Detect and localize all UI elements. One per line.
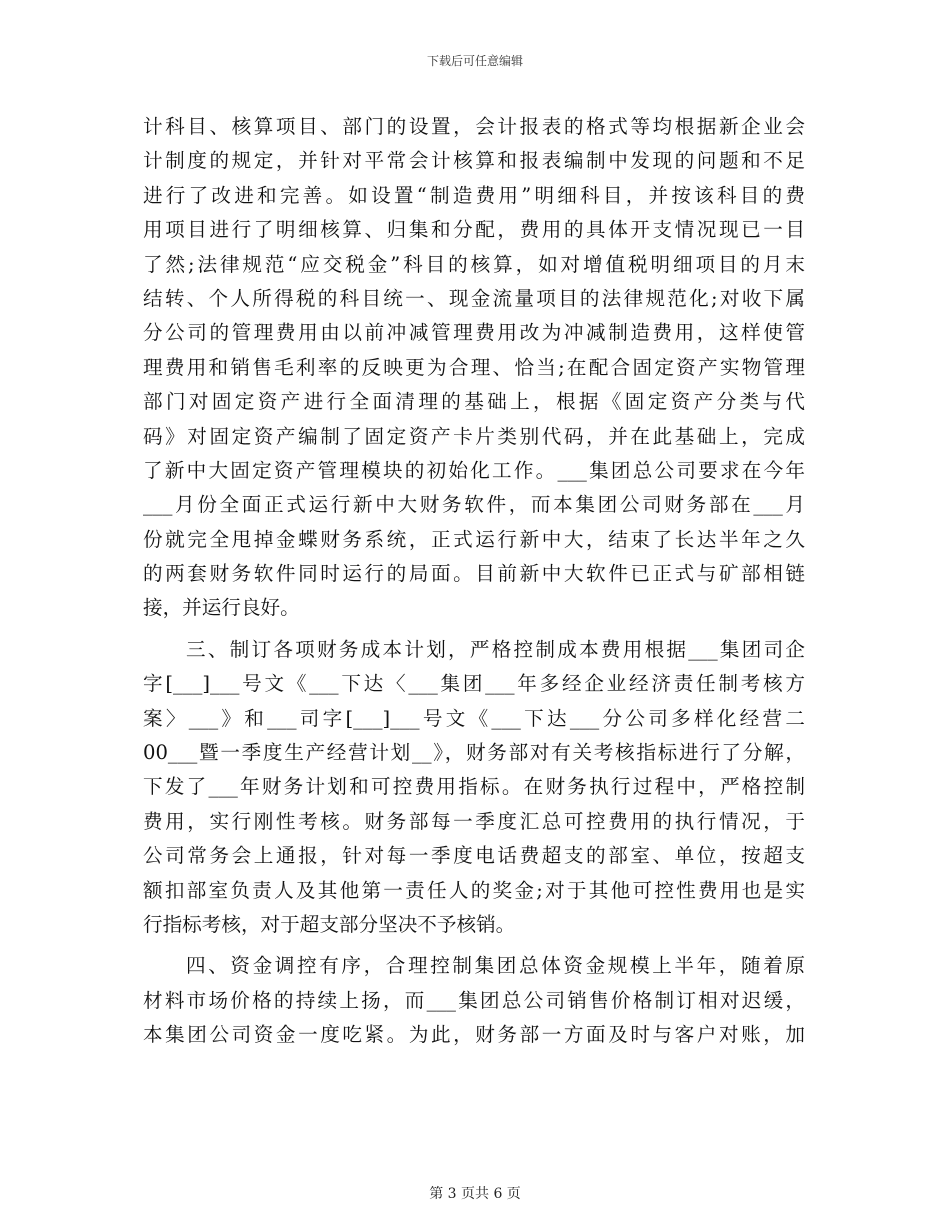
text-line: ___月份全面正式运行新中大财务软件，而本集团公司财务部在___月 xyxy=(143,493,805,517)
text-line: 理费用和销售毛利率的反映更为合理、恰当;在配合固定资产实物管理 xyxy=(143,355,805,379)
text-line: 了然;法律规范“应交税金”科目的核算，如对增值税明细项目的月末 xyxy=(143,252,805,276)
text-line: 字[___]___号文《___下达〈___集团___年多经企业经济责任制考核方 xyxy=(143,672,805,696)
text-line: 码》对固定资产编制了固定资产卡片类别代码，并在此基础上，完成 xyxy=(143,424,805,448)
text-line: 部门对固定资产进行全面清理的基础上，根据《固定资产分类与代 xyxy=(143,390,805,414)
text-line: 计科目、核算项目、部门的设置，会计报表的格式等均根据新企业会 xyxy=(143,115,805,138)
text-line: 结转、个人所得税的科目统一、现金流量项目的法律规范化;对收下属 xyxy=(143,286,805,310)
text-line: 份就完全甩掉金蝶财务系统，正式运行新中大，结束了长达半年之久 xyxy=(143,527,805,551)
page-footer: 第 3 页共 6 页 xyxy=(429,1186,521,1202)
text-line: 案〉___》和___司字[___]___号文《___下达___分公司多样化经营二 xyxy=(143,706,805,730)
text-line: 材料市场价格的持续上扬，而___集团总公司销售价格制订相对迟缓， xyxy=(143,988,805,1012)
text-line: 进行了改进和完善。如设置“制造费用”明细科目，并按该科目的费 xyxy=(143,183,805,207)
text-line: 费用，实行刚性考核。财务部每一季度汇总可控费用的执行情况，于 xyxy=(143,809,805,833)
document-body xyxy=(143,110,805,1053)
page-header: 下载后可任意编辑 xyxy=(426,54,523,68)
text-line: 00___暨一季度生产经营计划__》，财务部对有关考核指标进行了分解， xyxy=(143,741,805,765)
text-line: 计制度的规定，并针对平常会计核算和报表编制中发现的问题和不足 xyxy=(143,149,805,173)
text-line: 分公司的管理费用由以前冲减管理费用改为冲减制造费用，这样使管 xyxy=(143,321,805,345)
text-line: 行指标考核，对于超支部分坚决不予核销。 xyxy=(143,912,516,936)
text-line: 的两套财务软件同时运行的局面。目前新中大软件已正式与矿部相链 xyxy=(143,562,805,586)
text-line: 用项目进行了明细核算、归集和分配，费用的具体开支情况现已一目 xyxy=(143,218,805,242)
section-heading-line: 四、资金调控有序，合理控制集团总体资金规模上半年，随着原 xyxy=(186,954,805,978)
paragraph-continued xyxy=(143,110,805,626)
text-line: 公司常务会上通报，针对每一季度电话费超支的部室、单位，按超支 xyxy=(143,844,805,868)
paragraph-section-3 xyxy=(143,633,805,943)
text-line: 接，并运行良好。 xyxy=(143,596,300,620)
section-heading-line: 三、制订各项财务成本计划，严格控制成本费用根据___集团司企 xyxy=(186,637,805,661)
text-line: 额扣部室负责人及其他第一责任人的奖金;对于其他可控性费用也是实 xyxy=(143,878,805,902)
text-line: 了新中大固定资产管理模块的初始化工作。___集团总公司要求在今年 xyxy=(143,458,805,482)
text-line: 下发了___年财务计划和可控费用指标。在财务执行过程中，严格控制 xyxy=(143,775,805,799)
paragraph-section-4 xyxy=(143,949,805,1052)
text-line: 本集团公司资金一度吃紧。为此，财务部一方面及时与客户对账，加 xyxy=(143,1023,805,1047)
